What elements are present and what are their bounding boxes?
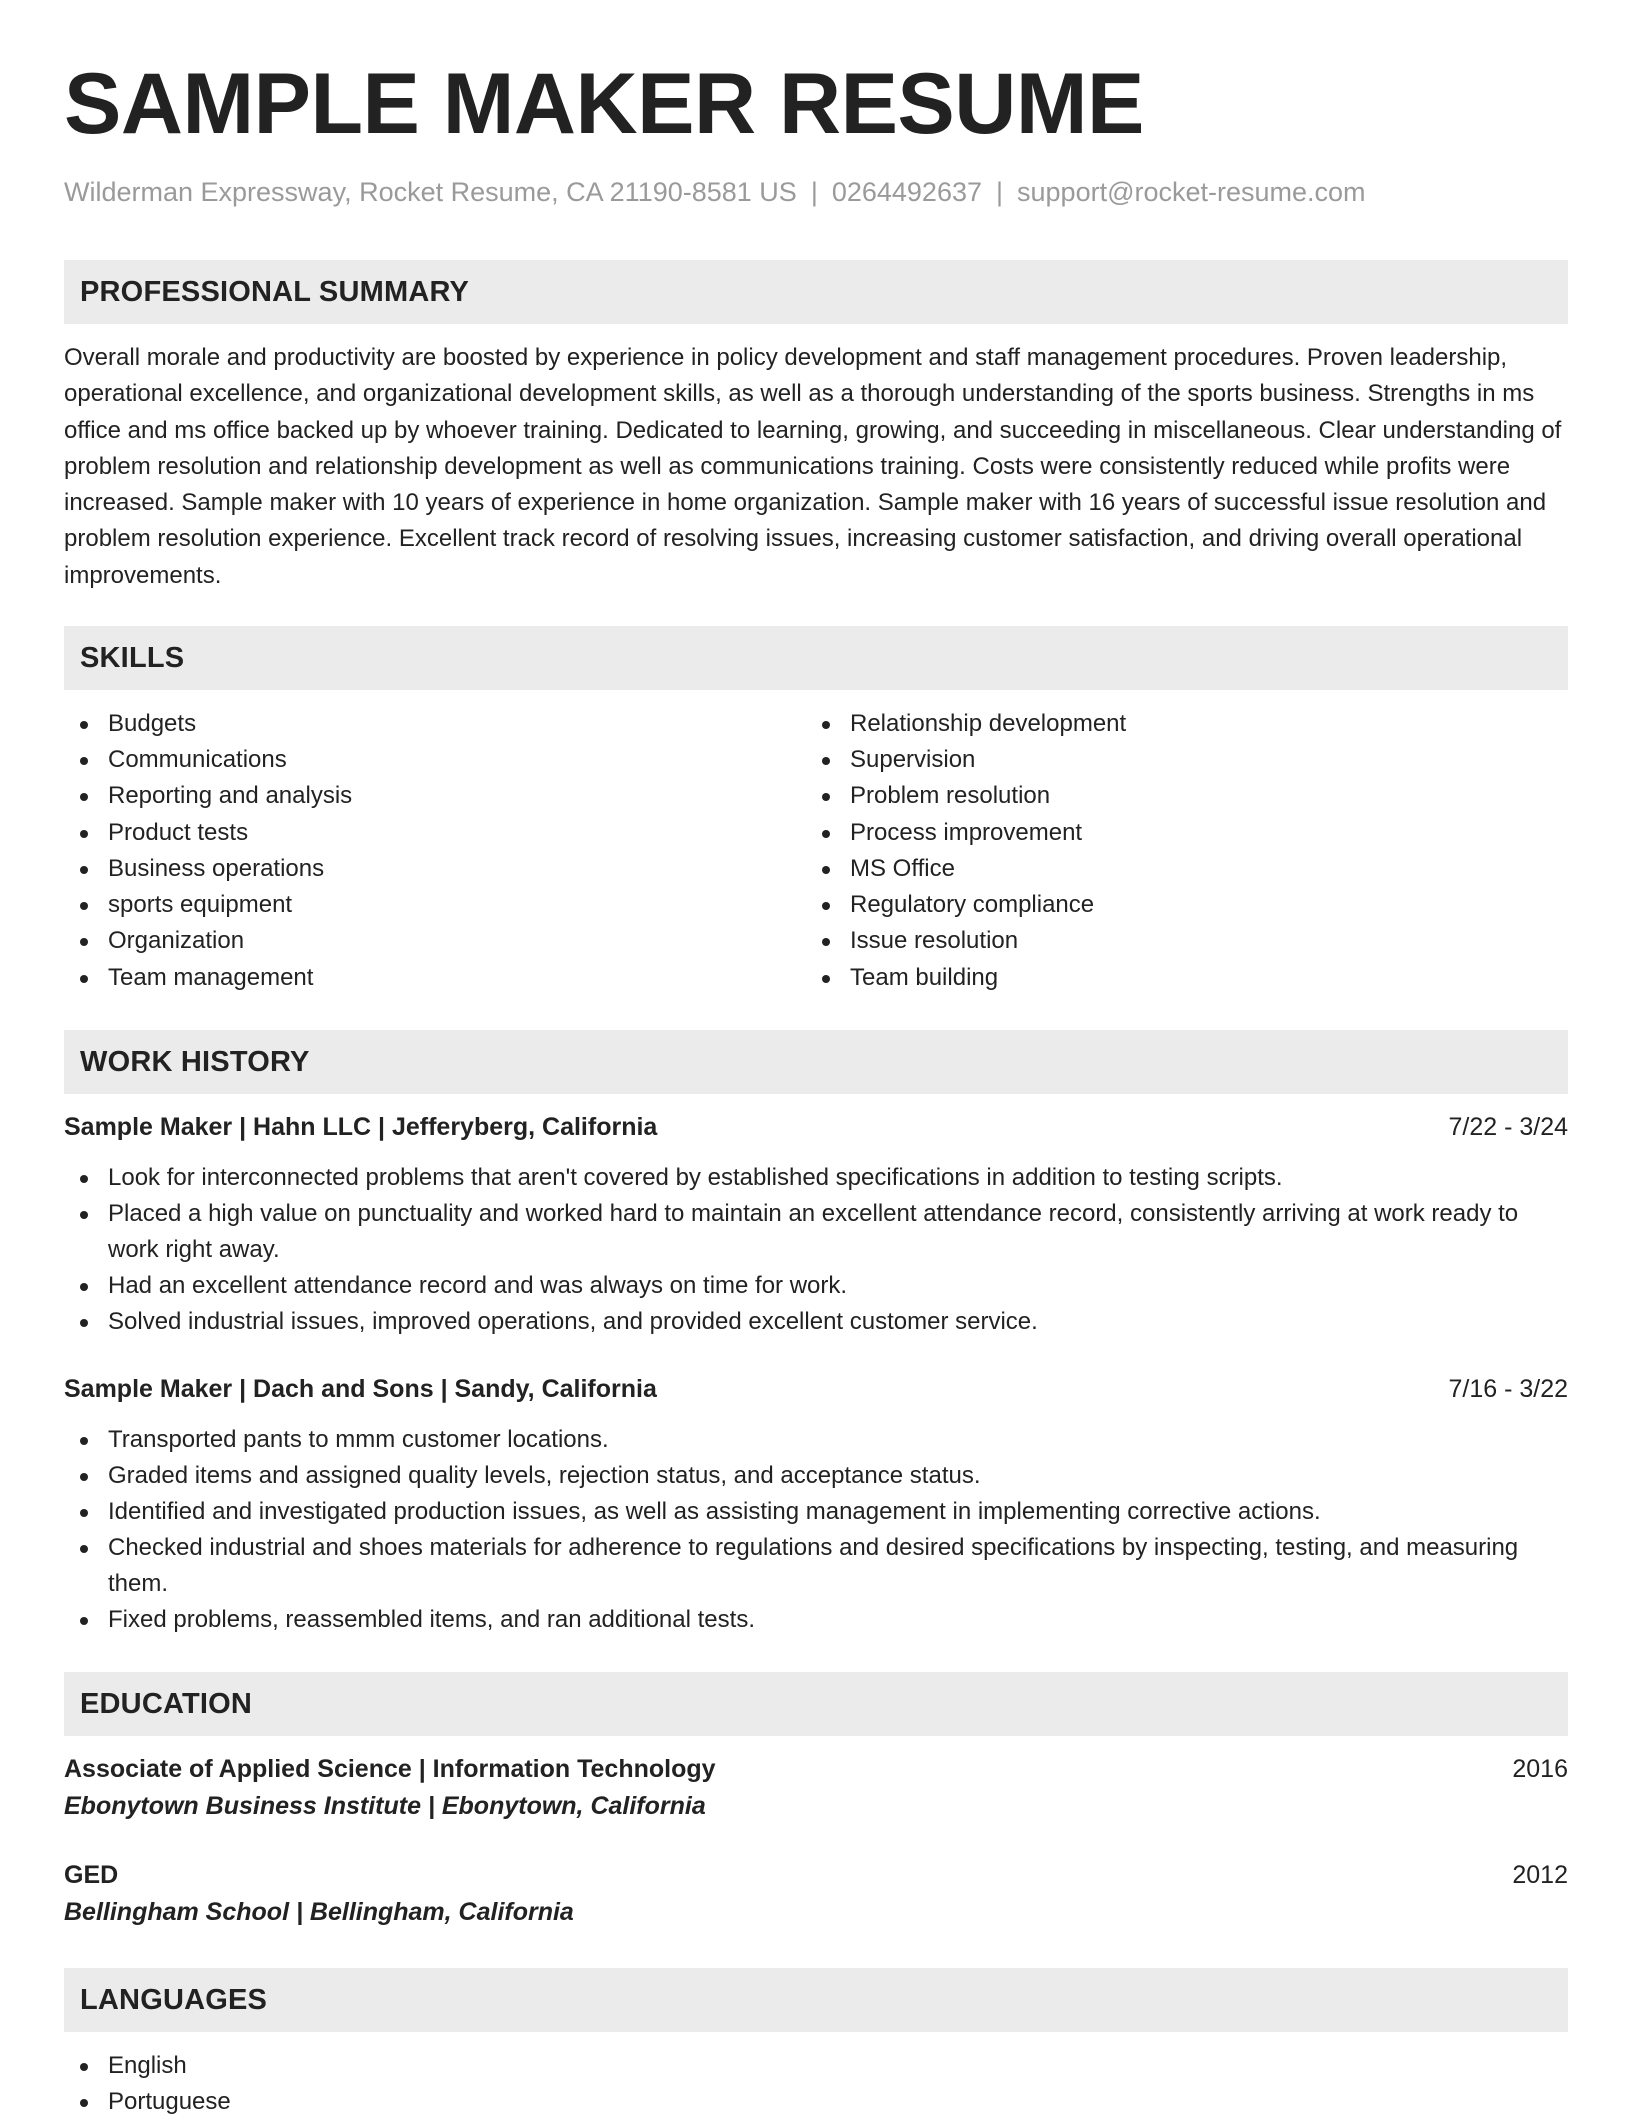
job-bullet: Identified and investigated production issues, as well as assisting management in implementing corrective actions.	[64, 1494, 1568, 1530]
contact-separator: |	[810, 177, 818, 207]
job-bullet: Graded items and assigned quality levels, rejection status, and acceptance status.	[64, 1458, 1568, 1494]
resume-name: SAMPLE MAKER RESUME	[64, 56, 1144, 152]
skills-left-column	[64, 706, 806, 996]
job-title: Sample Maker | Hahn LLC | Jefferyberg, California	[64, 1112, 658, 1141]
contact-email: support@rocket-resume.com	[1017, 177, 1366, 207]
skill-item: Supervision	[806, 742, 1548, 778]
job-bullet: Solved industrial issues, improved operations, and provided excellent customer service.	[64, 1304, 1568, 1340]
education-degree: Associate of Applied Science | Information Technology	[64, 1754, 716, 1783]
skill-item: Regulatory compliance	[806, 887, 1548, 923]
education-school: Ebonytown Business Institute | Ebonytown, California	[64, 1791, 706, 1820]
job-dates: 7/16 - 3/22	[1448, 1374, 1568, 1403]
skill-item: sports equipment	[64, 887, 806, 923]
contact-separator: |	[996, 177, 1004, 207]
language-item: Portuguese	[64, 2084, 1568, 2120]
summary-text: Overall morale and productivity are boosted by experience in policy development and staff management procedures. Proven leadership, operational excellence, and organizational development skills, as well as a thorough understanding of the sports business. Strengths in ms office and ms office backed up by whoever training. Dedicated to learning, growing, and succeeding in miscellaneous. Clear understanding of problem resolution and relationship development as well as communications training. Costs were consistently reduced while profits were increased. Sample maker with 10 years of experience in home organization. Sample maker with 16 years of successful issue resolution and problem resolution experience. Excellent track record of resolving issues, increasing customer satisfaction, and driving overall operational improvements.	[64, 344, 1562, 589]
skill-item: MS Office	[806, 851, 1548, 887]
languages-list	[64, 2048, 1568, 2120]
job-entry	[64, 1372, 1568, 1638]
skills-right-column	[806, 706, 1548, 996]
skill-item: Product tests	[64, 815, 806, 851]
education-entry	[64, 1858, 1568, 1930]
job-entry	[64, 1110, 1568, 1340]
education-entry	[64, 1752, 1568, 1824]
contact-address: Wilderman Expressway, Rocket Resume, CA 21190-8581 US	[64, 177, 797, 207]
skills-section-header: SKILLS	[64, 626, 1568, 690]
education-year: 2012	[1512, 1860, 1568, 1889]
skill-item: Team management	[64, 960, 806, 996]
job-bullets	[64, 1422, 1568, 1638]
contact-phone: 0264492637	[831, 177, 982, 207]
work-section-header: WORK HISTORY	[64, 1030, 1568, 1094]
summary-section-header: PROFESSIONAL SUMMARY	[64, 260, 1568, 324]
languages-section-header: LANGUAGES	[64, 1968, 1568, 2032]
education-school: Bellingham School | Bellingham, California	[64, 1897, 574, 1926]
job-bullet: Checked industrial and shoes materials for adherence to regulations and desired specifications by inspecting, testing, and measuring them.	[64, 1530, 1568, 1602]
skill-item: Process improvement	[806, 815, 1548, 851]
job-bullet: Fixed problems, reassembled items, and ran additional tests.	[64, 1602, 1568, 1638]
language-item: English	[64, 2048, 1568, 2084]
skill-item: Budgets	[64, 706, 806, 742]
job-header	[64, 1372, 1568, 1406]
resume-page	[64, 0, 1568, 2120]
skills-grid	[64, 706, 1568, 996]
skill-item: Relationship development	[806, 706, 1548, 742]
job-bullet: Look for interconnected problems that aren't covered by established specifications in addition to testing scripts.	[64, 1160, 1568, 1196]
job-header	[64, 1110, 1568, 1144]
skill-item: Organization	[64, 923, 806, 959]
job-bullet: Placed a high value on punctuality and worked hard to maintain an excellent attendance record, consistently arriving at work ready to work right away.	[64, 1196, 1568, 1268]
job-bullet: Had an excellent attendance record and was always on time for work.	[64, 1268, 1568, 1304]
education-degree: GED	[64, 1860, 119, 1889]
contact-line	[64, 176, 1568, 208]
education-year: 2016	[1512, 1754, 1568, 1783]
education-header	[64, 1752, 1568, 1786]
job-dates: 7/22 - 3/24	[1448, 1112, 1568, 1141]
job-bullet: Transported pants to mmm customer locations.	[64, 1422, 1568, 1458]
skill-item: Problem resolution	[806, 778, 1548, 814]
skill-item: Business operations	[64, 851, 806, 887]
skill-item: Team building	[806, 960, 1548, 996]
job-bullets	[64, 1160, 1568, 1340]
skill-item: Issue resolution	[806, 923, 1548, 959]
job-title: Sample Maker | Dach and Sons | Sandy, California	[64, 1374, 657, 1403]
skill-item: Communications	[64, 742, 806, 778]
education-header	[64, 1858, 1568, 1892]
education-section-header: EDUCATION	[64, 1672, 1568, 1736]
skill-item: Reporting and analysis	[64, 778, 806, 814]
